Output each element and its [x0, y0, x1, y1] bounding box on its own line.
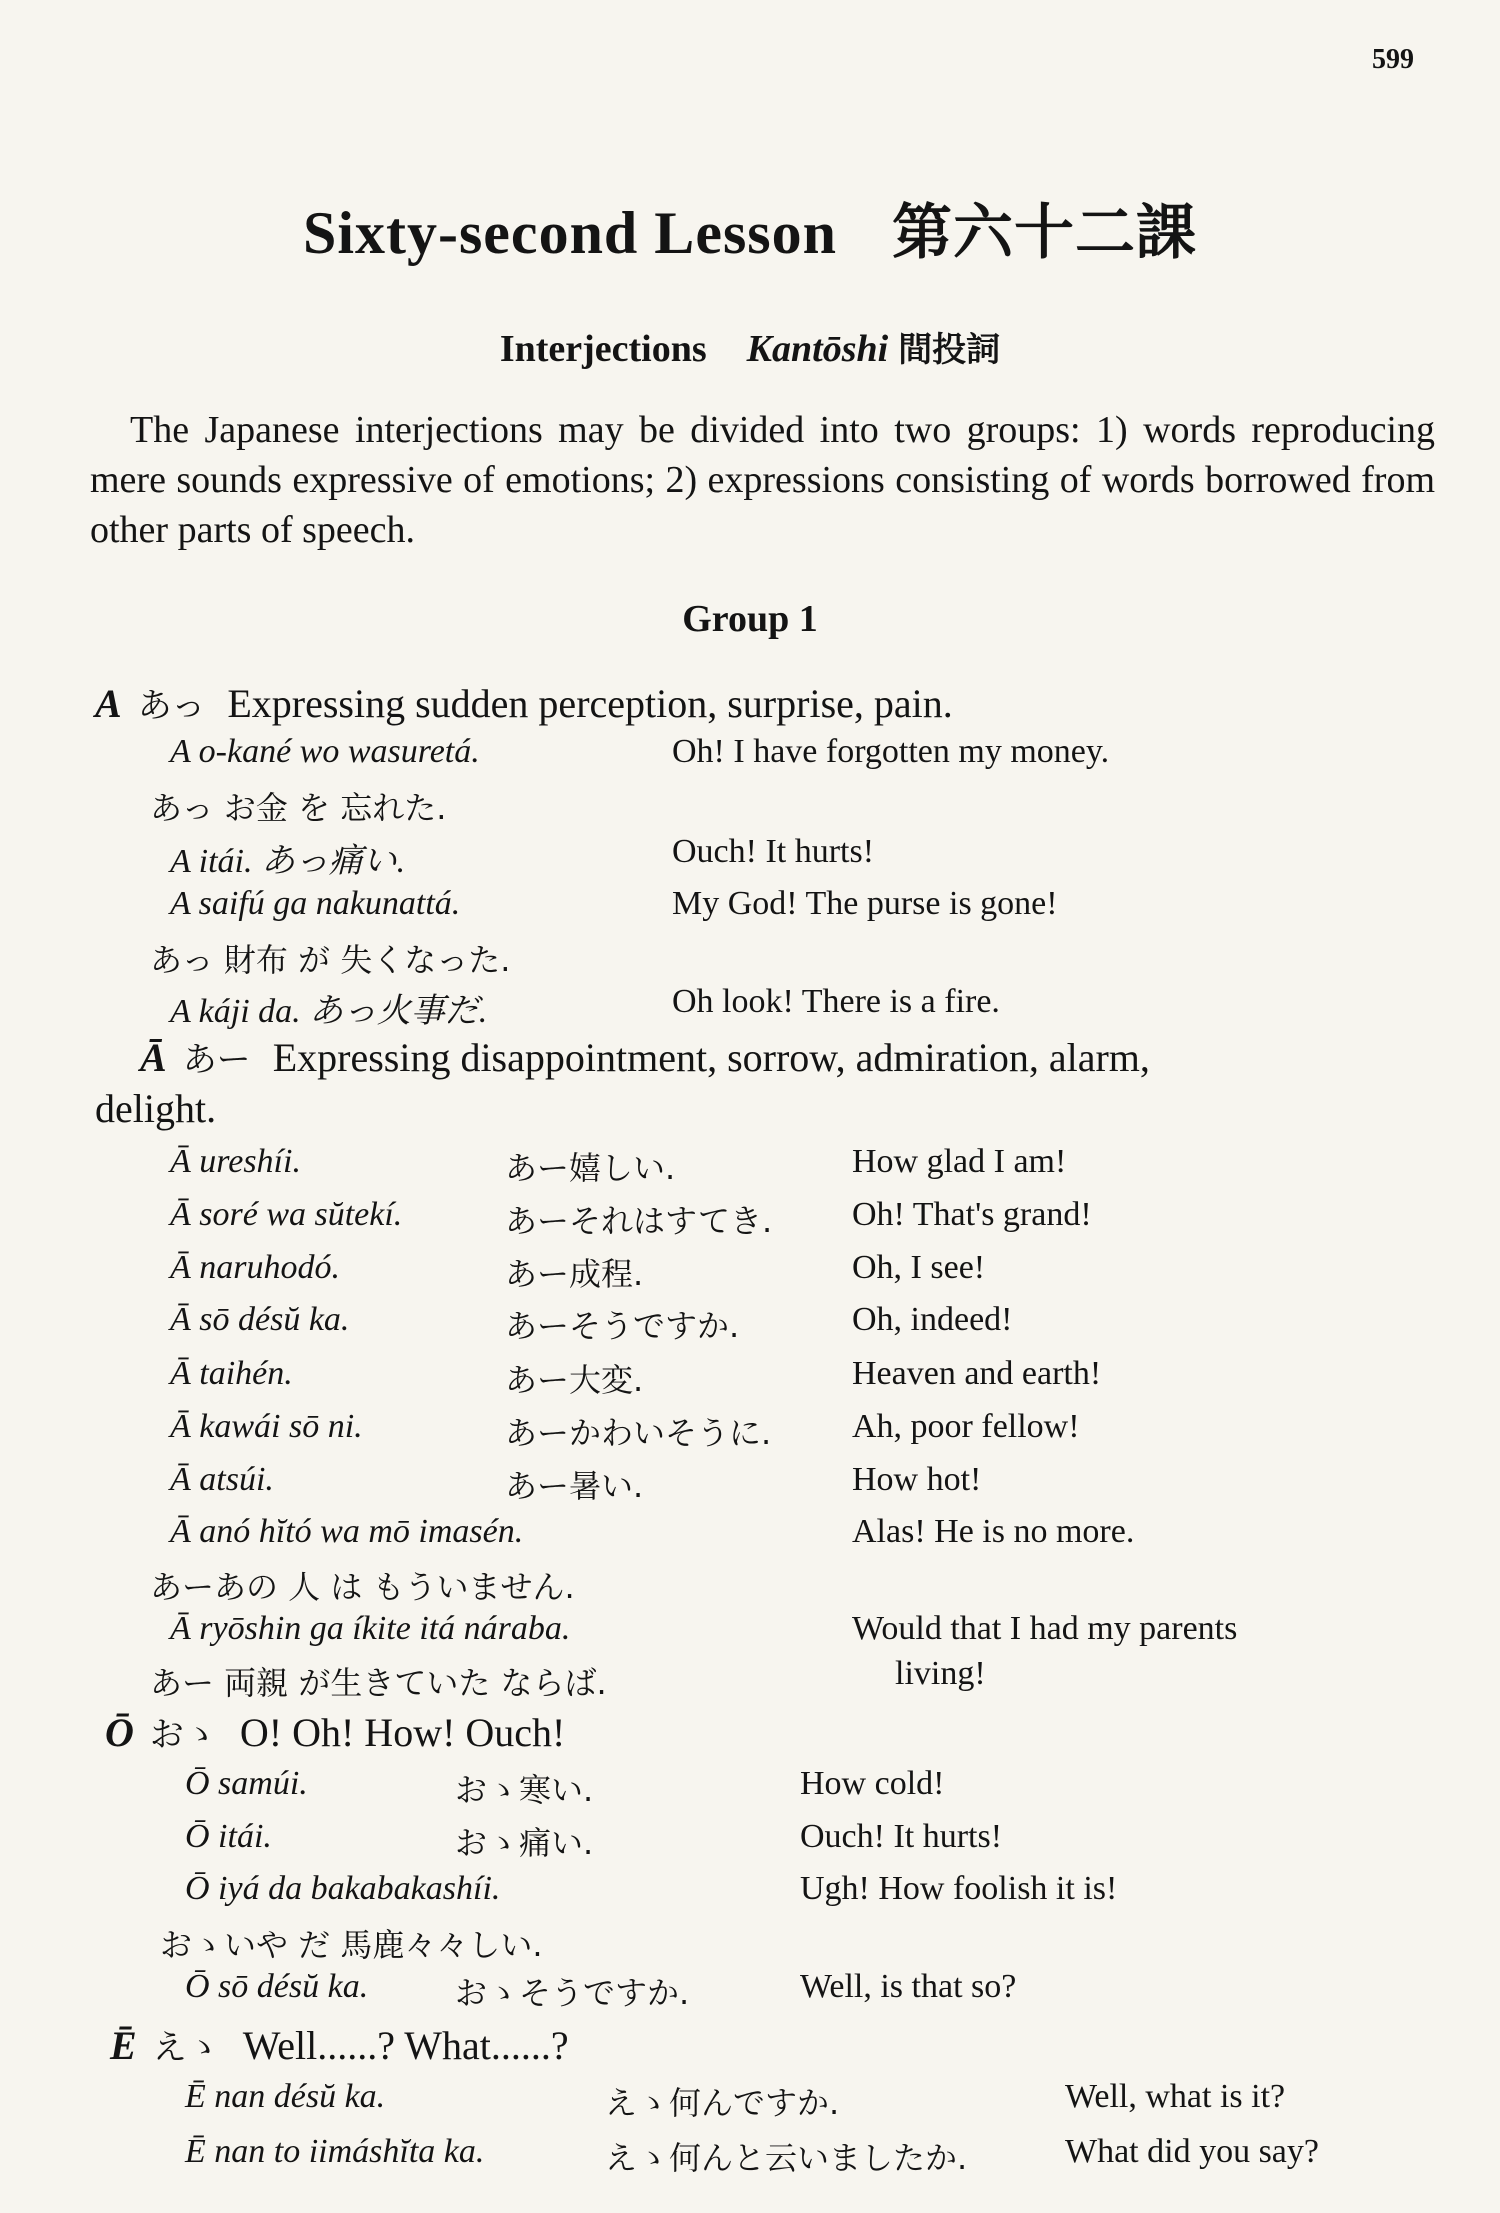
headword-entry — [105, 1707, 565, 1756]
headword-desc: Expressing disappointment, sorrow, admiration, alarm, — [272, 1035, 1150, 1080]
example-romaji: Ā naruhodó. — [170, 1249, 340, 1286]
example-english: Ouch! It hurts! — [672, 833, 875, 870]
section-title — [0, 322, 1500, 371]
example-japanese: あーあの 人 は もういません. — [150, 1568, 575, 1606]
example-english: Oh, indeed! — [852, 1301, 1013, 1338]
lesson-title-ja: 第六十二課 — [892, 198, 1198, 268]
example-english: Oh! That's grand! — [852, 1196, 1092, 1233]
headword-kana: あー — [182, 1040, 251, 1080]
example-english: Well, is that so? — [800, 1968, 1017, 2005]
example-english: How glad I am! — [852, 1143, 1067, 1180]
example-romaji: Ō iyá da bakabakashíi. — [185, 1870, 501, 1907]
example-romaji: A káji da. あっ火事だ. — [170, 993, 488, 1030]
example-japanese: あーかわいそうに. — [505, 1414, 772, 1452]
example-romaji: A itái. あっ痛い. — [170, 843, 406, 880]
example-japanese: えゝ何んと云いましたか. — [605, 2139, 968, 2177]
example-romaji: Ō itái. — [185, 1818, 272, 1855]
example-romaji: Ā ureshíi. — [170, 1143, 301, 1180]
example-romaji: A o-kané wo wasuretá. — [170, 733, 480, 770]
example-english: My God! The purse is gone! — [672, 885, 1058, 922]
example-english-continued: living! — [895, 1655, 986, 1692]
headword-key: Ā — [140, 1035, 167, 1080]
section-title-en: Interjections — [499, 328, 707, 370]
page-number: 599 — [1372, 44, 1414, 75]
headword-desc: O! Oh! How! Ouch! — [239, 1710, 566, 1755]
example-english: Oh look! There is a fire. — [672, 983, 1000, 1020]
example-english: Oh, I see! — [852, 1249, 986, 1286]
example-japanese: おゝいや だ 馬鹿々々しい. — [160, 1926, 543, 1964]
example-romaji: A saifú ga nakunattá. — [170, 885, 461, 922]
headword-key: Ē — [110, 2023, 137, 2068]
example-romaji: Ā anó hĭtó wa mō imasén. — [170, 1513, 524, 1550]
example-japanese: あっ お金 を 忘れた. — [150, 789, 447, 827]
example-romaji: Ā taihén. — [170, 1355, 293, 1392]
example-japanese: あー大変. — [505, 1361, 644, 1399]
example-english: What did you say? — [1065, 2133, 1319, 2170]
example-english: How cold! — [800, 1765, 945, 1802]
example-romaji: Ē nan to iimáshĭta ka. — [185, 2133, 485, 2170]
example-english: Oh! I have forgotten my money. — [672, 733, 1110, 770]
intro-text: The Japanese interjections may be divided into two groups: 1) words reproducing mere sounds expressive of emotions; 2) expressions consisting of words borrowed from other parts of speech. — [90, 409, 1435, 551]
example-romaji: Ā sō désŭ ka. — [170, 1301, 350, 1338]
group-heading: Group 1 — [682, 598, 818, 640]
headword-entry — [140, 1032, 1150, 1081]
example-english: Ouch! It hurts! — [800, 1818, 1003, 1855]
headword-kana: あっ — [137, 686, 206, 726]
example-english: Ugh! How foolish it is! — [800, 1870, 1118, 1907]
example-japanese: おゝ寒い. — [455, 1771, 594, 1809]
example-english: Alas! He is no more. — [852, 1513, 1135, 1550]
headword-kana: おゝ — [149, 1715, 218, 1755]
example-japanese: あー成程. — [505, 1255, 644, 1293]
example-english: Ah, poor fellow! — [852, 1408, 1080, 1445]
headword-desc-continued: delight. — [95, 1086, 217, 1131]
example-english: Would that I had my parents — [852, 1610, 1238, 1647]
example-japanese: あー 両親 が生きていた ならば. — [150, 1664, 607, 1702]
example-japanese: おゝそうですか. — [455, 1974, 690, 2012]
example-english: Well, what is it? — [1065, 2078, 1286, 2115]
example-romaji: Ō sō désŭ ka. — [185, 1968, 369, 2005]
example-english: How hot! — [852, 1461, 982, 1498]
intro-paragraph — [90, 405, 1435, 555]
headword-key: Ō — [105, 1710, 134, 1755]
headword-entry — [95, 678, 953, 727]
example-romaji: Ā kawái sō ni. — [170, 1408, 363, 1445]
section-title-romaji: Kantōshi — [746, 328, 889, 370]
example-english: Heaven and earth! — [852, 1355, 1102, 1392]
section-title-ja: 間投詞 — [898, 330, 1001, 370]
headword-desc: Well......? What......? — [242, 2023, 569, 2068]
headword-kana: えゝ — [152, 2028, 221, 2068]
headword-desc: Expressing sudden perception, surprise, pain. — [227, 681, 953, 726]
lesson-title-en: Sixty-second Lesson — [302, 200, 838, 266]
example-romaji: Ā atsúi. — [170, 1461, 274, 1498]
example-romaji: Ā ryōshin ga íkite itá náraba. — [170, 1610, 571, 1647]
example-japanese: あー嬉しい. — [505, 1149, 676, 1187]
example-japanese: あー暑い. — [505, 1467, 644, 1505]
example-japanese: えゝ何んですか. — [605, 2084, 840, 2122]
lesson-title — [0, 185, 1500, 271]
example-romaji: Ō samúi. — [185, 1765, 308, 1802]
example-romaji: Ē nan désŭ ka. — [185, 2078, 386, 2115]
example-romaji: Ā soré wa sŭtekí. — [170, 1196, 403, 1233]
example-japanese: あーそれはすてき. — [505, 1202, 773, 1240]
example-japanese: おゝ痛い. — [455, 1824, 594, 1862]
headword-entry — [110, 2020, 569, 2069]
example-japanese: あっ 財布 が 失くなった. — [150, 941, 511, 979]
example-japanese: あーそうですか. — [505, 1307, 740, 1345]
headword-key: A — [95, 681, 122, 726]
